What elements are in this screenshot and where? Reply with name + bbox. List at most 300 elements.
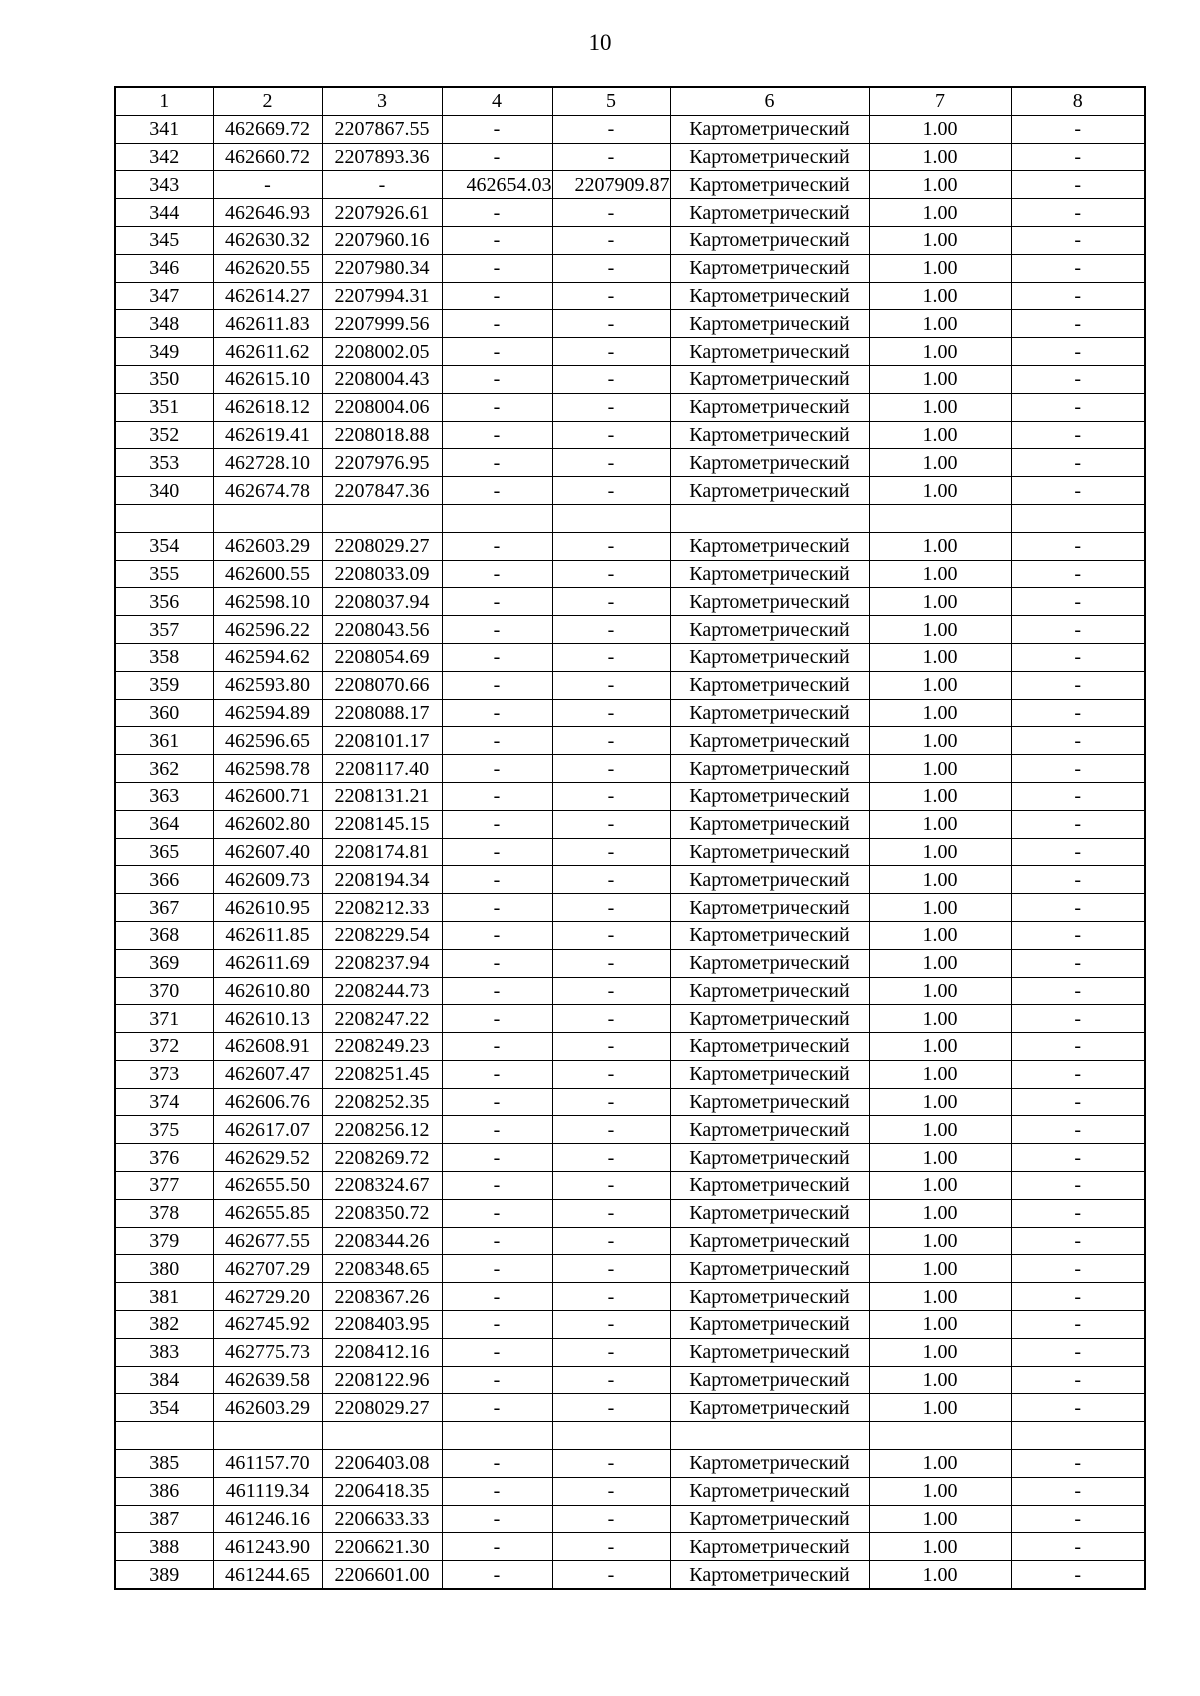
point-number-cell: 351	[115, 393, 213, 421]
y-alt-coordinate-cell: -	[552, 365, 670, 393]
accuracy-cell: 1.00	[869, 143, 1011, 171]
table-row	[115, 1366, 1145, 1394]
table-row	[115, 1338, 1145, 1366]
y-coordinate-cell: 2208101.17	[322, 727, 442, 755]
y-alt-coordinate-cell: -	[552, 477, 670, 505]
y-coordinate-cell: 2208018.88	[322, 421, 442, 449]
y-coordinate-cell: 2206601.00	[322, 1561, 442, 1589]
point-number-cell: 375	[115, 1116, 213, 1144]
note-cell: -	[1011, 560, 1145, 588]
y-coordinate-cell: 2207999.56	[322, 310, 442, 338]
x-alt-coordinate-cell: -	[442, 282, 552, 310]
accuracy-cell: 1.00	[869, 977, 1011, 1005]
point-number-cell: 383	[115, 1338, 213, 1366]
point-number-cell: 360	[115, 699, 213, 727]
method-cell: Картометрический	[670, 838, 869, 866]
y-alt-coordinate-cell: -	[552, 421, 670, 449]
x-alt-coordinate-cell: -	[442, 1227, 552, 1255]
point-number-cell: 342	[115, 143, 213, 171]
accuracy-cell: 1.00	[869, 421, 1011, 449]
note-cell: -	[1011, 282, 1145, 310]
x-alt-coordinate-cell: -	[442, 921, 552, 949]
accuracy-cell: 1.00	[869, 810, 1011, 838]
accuracy-cell: 1.00	[869, 477, 1011, 505]
y-alt-coordinate-cell	[552, 504, 670, 532]
y-alt-coordinate-cell: -	[552, 449, 670, 477]
y-coordinate-cell: 2208269.72	[322, 1144, 442, 1172]
x-coordinate-cell: 462610.95	[213, 894, 322, 922]
note-cell: -	[1011, 338, 1145, 366]
table-row	[115, 143, 1145, 171]
table-row	[115, 1088, 1145, 1116]
x-coordinate-cell: 462660.72	[213, 143, 322, 171]
note-cell: -	[1011, 755, 1145, 783]
y-coordinate-cell: 2208256.12	[322, 1116, 442, 1144]
method-cell: Картометрический	[670, 699, 869, 727]
x-coordinate-cell: 462593.80	[213, 671, 322, 699]
x-coordinate-cell: 462598.78	[213, 755, 322, 783]
x-alt-coordinate-cell: 462654.03	[442, 171, 552, 199]
point-number-cell: 354	[115, 532, 213, 560]
x-coordinate-cell: 462594.62	[213, 643, 322, 671]
method-cell: Картометрический	[670, 1505, 869, 1533]
method-cell: Картометрический	[670, 1033, 869, 1061]
note-cell: -	[1011, 894, 1145, 922]
y-alt-coordinate-cell: -	[552, 1338, 670, 1366]
y-alt-coordinate-cell: -	[552, 1533, 670, 1561]
method-cell: Картометрический	[670, 643, 869, 671]
y-alt-coordinate-cell: -	[552, 310, 670, 338]
y-alt-coordinate-cell: -	[552, 1227, 670, 1255]
note-cell: -	[1011, 1366, 1145, 1394]
table-row	[115, 1394, 1145, 1422]
y-coordinate-cell: 2208403.95	[322, 1311, 442, 1339]
y-coordinate-cell: 2208037.94	[322, 588, 442, 616]
note-cell: -	[1011, 616, 1145, 644]
table-row	[115, 115, 1145, 143]
accuracy-cell: 1.00	[869, 838, 1011, 866]
x-coordinate-cell: 462596.65	[213, 727, 322, 755]
x-alt-coordinate-cell: -	[442, 1505, 552, 1533]
point-number-cell: 365	[115, 838, 213, 866]
method-cell: Картометрический	[670, 755, 869, 783]
table-row	[115, 866, 1145, 894]
accuracy-cell: 1.00	[869, 727, 1011, 755]
y-alt-coordinate-cell: -	[552, 226, 670, 254]
table-row	[115, 1060, 1145, 1088]
note-cell: -	[1011, 1060, 1145, 1088]
y-alt-coordinate-cell: -	[552, 1311, 670, 1339]
x-alt-coordinate-cell: -	[442, 1283, 552, 1311]
note-cell: -	[1011, 393, 1145, 421]
y-coordinate-cell: 2208252.35	[322, 1088, 442, 1116]
accuracy-cell: 1.00	[869, 199, 1011, 227]
note-cell: -	[1011, 1005, 1145, 1033]
x-alt-coordinate-cell: -	[442, 1450, 552, 1478]
x-alt-coordinate-cell: -	[442, 1255, 552, 1283]
x-alt-coordinate-cell: -	[442, 143, 552, 171]
method-cell: Картометрический	[670, 866, 869, 894]
y-coordinate-cell: 2207976.95	[322, 449, 442, 477]
y-alt-coordinate-cell: -	[552, 532, 670, 560]
x-coordinate-cell: 462655.50	[213, 1172, 322, 1200]
table-row	[115, 727, 1145, 755]
y-coordinate-cell: -	[322, 171, 442, 199]
x-coordinate-cell: 462611.62	[213, 338, 322, 366]
table-row	[115, 838, 1145, 866]
accuracy-cell: 1.00	[869, 755, 1011, 783]
table-row	[115, 504, 1145, 532]
table-row	[115, 1533, 1145, 1561]
method-cell: Картометрический	[670, 810, 869, 838]
method-cell: Картометрический	[670, 1533, 869, 1561]
x-alt-coordinate-cell: -	[442, 727, 552, 755]
point-number-cell: 344	[115, 199, 213, 227]
point-number-cell: 345	[115, 226, 213, 254]
y-alt-coordinate-cell: -	[552, 254, 670, 282]
y-coordinate-cell: 2208212.33	[322, 894, 442, 922]
point-number-cell: 358	[115, 643, 213, 671]
accuracy-cell: 1.00	[869, 866, 1011, 894]
accuracy-cell: 1.00	[869, 1311, 1011, 1339]
header-cell: 3	[322, 87, 442, 115]
y-coordinate-cell: 2208194.34	[322, 866, 442, 894]
x-alt-coordinate-cell: -	[442, 1338, 552, 1366]
method-cell: Картометрический	[670, 115, 869, 143]
y-alt-coordinate-cell: -	[552, 1255, 670, 1283]
method-cell: Картометрический	[670, 226, 869, 254]
method-cell: Картометрический	[670, 1561, 869, 1589]
table-row	[115, 810, 1145, 838]
method-cell: Картометрический	[670, 143, 869, 171]
accuracy-cell: 1.00	[869, 699, 1011, 727]
point-number-cell: 387	[115, 1505, 213, 1533]
y-coordinate-cell: 2208344.26	[322, 1227, 442, 1255]
point-number-cell: 343	[115, 171, 213, 199]
point-number-cell: 353	[115, 449, 213, 477]
x-coordinate-cell: 462598.10	[213, 588, 322, 616]
y-alt-coordinate-cell: -	[552, 671, 670, 699]
accuracy-cell: 1.00	[869, 1561, 1011, 1589]
x-alt-coordinate-cell: -	[442, 671, 552, 699]
y-coordinate-cell: 2207847.36	[322, 477, 442, 505]
x-alt-coordinate-cell: -	[442, 1477, 552, 1505]
table-row	[115, 1144, 1145, 1172]
method-cell: Картометрический	[670, 1450, 869, 1478]
table-row	[115, 532, 1145, 560]
note-cell: -	[1011, 1033, 1145, 1061]
x-alt-coordinate-cell: -	[442, 1366, 552, 1394]
method-cell: Картометрический	[670, 1477, 869, 1505]
note-cell: -	[1011, 782, 1145, 810]
x-alt-coordinate-cell: -	[442, 755, 552, 783]
point-number-cell: 349	[115, 338, 213, 366]
method-cell: Картометрический	[670, 282, 869, 310]
x-alt-coordinate-cell: -	[442, 560, 552, 588]
method-cell: Картометрический	[670, 449, 869, 477]
y-coordinate-cell: 2208145.15	[322, 810, 442, 838]
accuracy-cell: 1.00	[869, 1283, 1011, 1311]
x-alt-coordinate-cell: -	[442, 226, 552, 254]
y-coordinate-cell: 2208229.54	[322, 921, 442, 949]
point-number-cell: 340	[115, 477, 213, 505]
point-number-cell: 368	[115, 921, 213, 949]
y-alt-coordinate-cell: -	[552, 560, 670, 588]
y-alt-coordinate-cell: -	[552, 1450, 670, 1478]
method-cell: Картометрический	[670, 1311, 869, 1339]
point-number-cell: 388	[115, 1533, 213, 1561]
accuracy-cell: 1.00	[869, 449, 1011, 477]
method-cell: Картометрический	[670, 393, 869, 421]
table-row	[115, 1477, 1145, 1505]
point-number-cell: 348	[115, 310, 213, 338]
y-alt-coordinate-cell	[552, 1422, 670, 1450]
x-coordinate-cell: 462619.41	[213, 421, 322, 449]
method-cell: Картометрический	[670, 199, 869, 227]
note-cell: -	[1011, 1172, 1145, 1200]
x-alt-coordinate-cell: -	[442, 365, 552, 393]
point-number-cell: 341	[115, 115, 213, 143]
x-coordinate-cell: 462603.29	[213, 1394, 322, 1422]
y-coordinate-cell: 2208033.09	[322, 560, 442, 588]
y-coordinate-cell: 2208412.16	[322, 1338, 442, 1366]
accuracy-cell: 1.00	[869, 1366, 1011, 1394]
point-number-cell: 366	[115, 866, 213, 894]
table-row	[115, 282, 1145, 310]
note-cell: -	[1011, 1477, 1145, 1505]
table-row	[115, 1116, 1145, 1144]
point-number-cell: 355	[115, 560, 213, 588]
note-cell: -	[1011, 1255, 1145, 1283]
y-coordinate-cell: 2208002.05	[322, 338, 442, 366]
y-coordinate-cell: 2208350.72	[322, 1199, 442, 1227]
accuracy-cell: 1.00	[869, 1199, 1011, 1227]
point-number-cell: 373	[115, 1060, 213, 1088]
x-alt-coordinate-cell: -	[442, 1088, 552, 1116]
x-coordinate-cell: 462603.29	[213, 532, 322, 560]
x-alt-coordinate-cell: -	[442, 1561, 552, 1589]
y-coordinate-cell: 2207867.55	[322, 115, 442, 143]
y-alt-coordinate-cell: -	[552, 199, 670, 227]
x-coordinate-cell: 462620.55	[213, 254, 322, 282]
method-cell: Картометрический	[670, 727, 869, 755]
x-coordinate-cell: 462607.47	[213, 1060, 322, 1088]
accuracy-cell: 1.00	[869, 894, 1011, 922]
note-cell: -	[1011, 810, 1145, 838]
y-coordinate-cell: 2208237.94	[322, 949, 442, 977]
note-cell: -	[1011, 171, 1145, 199]
note-cell: -	[1011, 115, 1145, 143]
accuracy-cell	[869, 504, 1011, 532]
table-row	[115, 671, 1145, 699]
table-row	[115, 254, 1145, 282]
note-cell: -	[1011, 449, 1145, 477]
note-cell: -	[1011, 143, 1145, 171]
accuracy-cell: 1.00	[869, 282, 1011, 310]
y-coordinate-cell: 2208324.67	[322, 1172, 442, 1200]
x-coordinate-cell: 462728.10	[213, 449, 322, 477]
table-row	[115, 421, 1145, 449]
x-coordinate-cell: 462646.93	[213, 199, 322, 227]
method-cell: Картометрический	[670, 532, 869, 560]
y-coordinate-cell: 2208088.17	[322, 699, 442, 727]
y-coordinate-cell: 2206418.35	[322, 1477, 442, 1505]
y-alt-coordinate-cell: -	[552, 977, 670, 1005]
y-alt-coordinate-cell: -	[552, 1144, 670, 1172]
y-alt-coordinate-cell: -	[552, 588, 670, 616]
x-coordinate-cell: 462615.10	[213, 365, 322, 393]
method-cell: Картометрический	[670, 477, 869, 505]
method-cell: Картометрический	[670, 1088, 869, 1116]
y-coordinate-cell: 2208004.43	[322, 365, 442, 393]
note-cell: -	[1011, 921, 1145, 949]
method-cell: Картометрический	[670, 254, 869, 282]
accuracy-cell: 1.00	[869, 115, 1011, 143]
x-alt-coordinate-cell: -	[442, 115, 552, 143]
header-cell: 4	[442, 87, 552, 115]
method-cell: Картометрический	[670, 1227, 869, 1255]
accuracy-cell: 1.00	[869, 1255, 1011, 1283]
y-alt-coordinate-cell: -	[552, 338, 670, 366]
note-cell	[1011, 1422, 1145, 1450]
method-cell: Картометрический	[670, 1199, 869, 1227]
method-cell: Картометрический	[670, 1172, 869, 1200]
table-row	[115, 643, 1145, 671]
table-row	[115, 588, 1145, 616]
x-alt-coordinate-cell: -	[442, 1033, 552, 1061]
x-alt-coordinate-cell: -	[442, 1533, 552, 1561]
y-alt-coordinate-cell: -	[552, 921, 670, 949]
x-coordinate-cell: 462729.20	[213, 1283, 322, 1311]
method-cell: Картометрический	[670, 310, 869, 338]
y-alt-coordinate-cell: -	[552, 115, 670, 143]
point-number-cell: 352	[115, 421, 213, 449]
x-alt-coordinate-cell: -	[442, 838, 552, 866]
y-coordinate-cell: 2207980.34	[322, 254, 442, 282]
y-alt-coordinate-cell: -	[552, 1477, 670, 1505]
x-coordinate-cell: 462677.55	[213, 1227, 322, 1255]
table-row	[115, 1422, 1145, 1450]
x-coordinate-cell: 462600.55	[213, 560, 322, 588]
point-number-cell: 381	[115, 1283, 213, 1311]
header-cell: 6	[670, 87, 869, 115]
x-coordinate-cell: 462602.80	[213, 810, 322, 838]
table-row	[115, 949, 1145, 977]
point-number-cell: 380	[115, 1255, 213, 1283]
note-cell: -	[1011, 1144, 1145, 1172]
note-cell: -	[1011, 1227, 1145, 1255]
y-alt-coordinate-cell: -	[552, 810, 670, 838]
y-coordinate-cell: 2208247.22	[322, 1005, 442, 1033]
note-cell: -	[1011, 532, 1145, 560]
x-coordinate-cell: 462611.83	[213, 310, 322, 338]
accuracy-cell: 1.00	[869, 1394, 1011, 1422]
y-coordinate-cell: 2208249.23	[322, 1033, 442, 1061]
x-coordinate-cell: 461157.70	[213, 1450, 322, 1478]
y-coordinate-cell: 2206633.33	[322, 1505, 442, 1533]
y-coordinate-cell: 2208070.66	[322, 671, 442, 699]
y-coordinate-cell: 2208122.96	[322, 1366, 442, 1394]
method-cell: Картометрический	[670, 338, 869, 366]
point-number-cell: 372	[115, 1033, 213, 1061]
method-cell: Картометрический	[670, 588, 869, 616]
y-alt-coordinate-cell: -	[552, 1366, 670, 1394]
x-coordinate-cell: 462617.07	[213, 1116, 322, 1144]
y-alt-coordinate-cell: -	[552, 393, 670, 421]
note-cell: -	[1011, 1199, 1145, 1227]
x-coordinate-cell: 462607.40	[213, 838, 322, 866]
y-alt-coordinate-cell: -	[552, 755, 670, 783]
table-row	[115, 449, 1145, 477]
y-alt-coordinate-cell: -	[552, 1199, 670, 1227]
x-coordinate-cell: 462707.29	[213, 1255, 322, 1283]
y-alt-coordinate-cell: -	[552, 1116, 670, 1144]
note-cell: -	[1011, 1533, 1145, 1561]
header-cell: 7	[869, 87, 1011, 115]
x-coordinate-cell: 461243.90	[213, 1533, 322, 1561]
y-coordinate-cell: 2207893.36	[322, 143, 442, 171]
accuracy-cell: 1.00	[869, 1533, 1011, 1561]
y-coordinate-cell: 2208348.65	[322, 1255, 442, 1283]
header-row	[115, 87, 1145, 115]
method-cell: Картометрический	[670, 671, 869, 699]
note-cell	[1011, 504, 1145, 532]
accuracy-cell: 1.00	[869, 1033, 1011, 1061]
y-alt-coordinate-cell: -	[552, 838, 670, 866]
table-row	[115, 171, 1145, 199]
table-row	[115, 226, 1145, 254]
x-coordinate-cell: 462600.71	[213, 782, 322, 810]
x-coordinate-cell: 462594.89	[213, 699, 322, 727]
y-coordinate-cell: 2208131.21	[322, 782, 442, 810]
table-row	[115, 699, 1145, 727]
point-number-cell: 361	[115, 727, 213, 755]
method-cell: Картометрический	[670, 949, 869, 977]
point-number-cell: 370	[115, 977, 213, 1005]
accuracy-cell: 1.00	[869, 671, 1011, 699]
x-alt-coordinate-cell: -	[442, 1005, 552, 1033]
x-alt-coordinate-cell: -	[442, 254, 552, 282]
accuracy-cell: 1.00	[869, 338, 1011, 366]
accuracy-cell: 1.00	[869, 1144, 1011, 1172]
accuracy-cell: 1.00	[869, 643, 1011, 671]
accuracy-cell: 1.00	[869, 254, 1011, 282]
point-number-cell: 376	[115, 1144, 213, 1172]
coordinates-table	[114, 86, 1146, 1590]
y-coordinate-cell: 2208251.45	[322, 1060, 442, 1088]
accuracy-cell: 1.00	[869, 365, 1011, 393]
method-cell: Картометрический	[670, 560, 869, 588]
y-alt-coordinate-cell: -	[552, 866, 670, 894]
y-alt-coordinate-cell: -	[552, 1561, 670, 1589]
accuracy-cell: 1.00	[869, 1005, 1011, 1033]
method-cell: Картометрический	[670, 421, 869, 449]
page-number: 10	[588, 30, 612, 55]
method-cell	[670, 1422, 869, 1450]
table-row	[115, 477, 1145, 505]
y-coordinate-cell: 2207960.16	[322, 226, 442, 254]
x-alt-coordinate-cell: -	[442, 810, 552, 838]
x-coordinate-cell: 462606.76	[213, 1088, 322, 1116]
x-alt-coordinate-cell: -	[442, 338, 552, 366]
method-cell: Картометрический	[670, 1283, 869, 1311]
table-row	[115, 977, 1145, 1005]
point-number-cell	[115, 504, 213, 532]
table-row	[115, 894, 1145, 922]
note-cell: -	[1011, 226, 1145, 254]
x-coordinate-cell: 462630.32	[213, 226, 322, 254]
y-alt-coordinate-cell: -	[552, 1060, 670, 1088]
